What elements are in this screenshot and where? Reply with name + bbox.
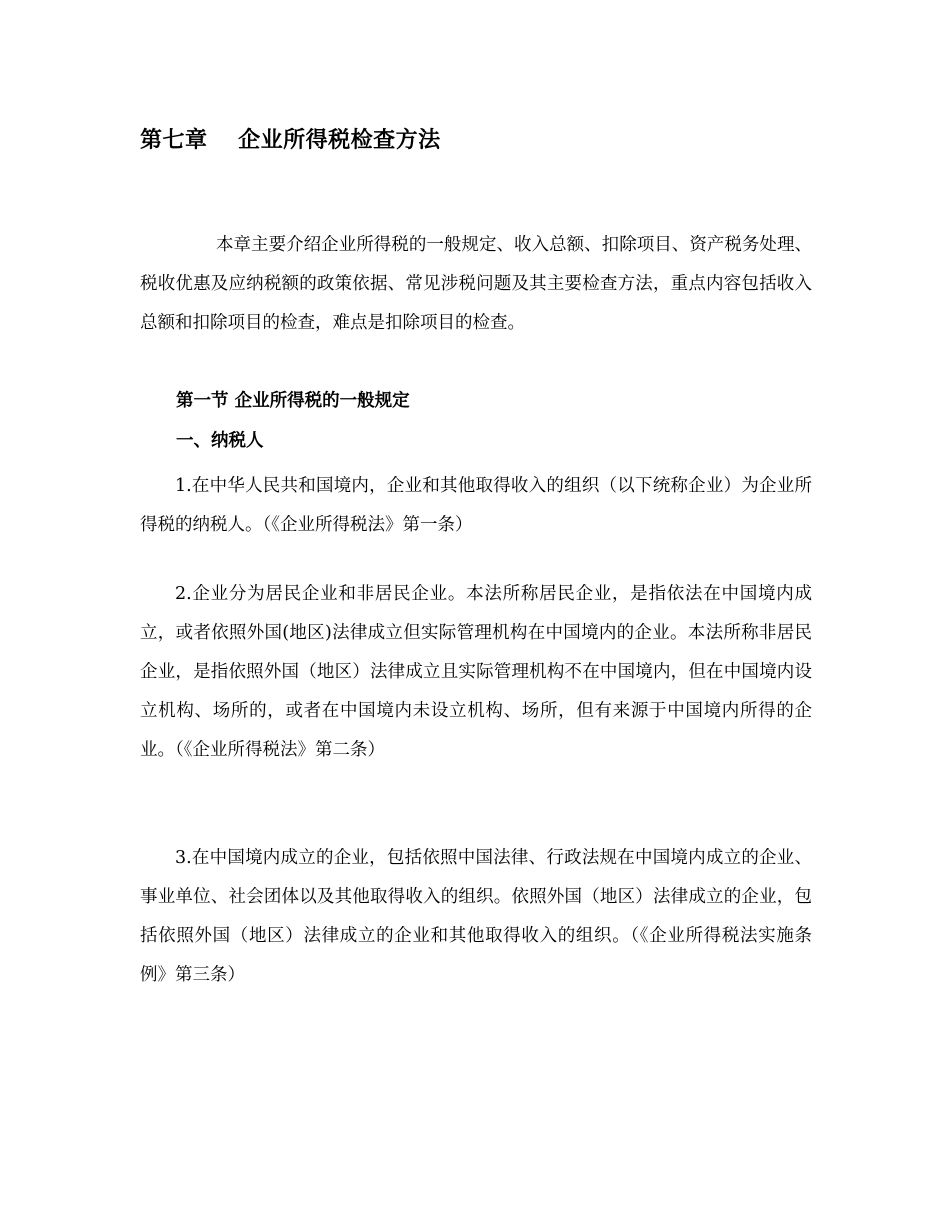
section-title: 第一节 企业所得税的一般规定	[176, 391, 410, 411]
subsection-title: 一、纳税人	[176, 431, 264, 451]
paragraph-item-1: 1.在中华人民共和国境内，企业和其他取得收入的组织（以下统称企业）为企业所得税的纳税人。（《企业所得税法》第一条）	[140, 476, 812, 535]
paragraph-item-2: 2.企业分为居民企业和非居民企业。本法所称居民企业，是指依法在中国境内成立，或者依照外国(地区)法律成立但实际管理机构在中国境内的企业。本法所称非居民企业，是指依照外国（地区）法律成立且实际管理机构不在中国境内，但在中国境内设立机构、场所的，或者在中国境内未设立机构、场所，但有来源于中国境内所得的企业。（《企业所得税法》第二条）	[140, 584, 812, 760]
chapter-intro-paragraph: 本章主要介绍企业所得税的一般规定、收入总额、扣除项目、资产税务处理、税收优惠及应纳税额的政策依据、常见涉税问题及其主要检查方法，重点内容包括收入总额和扣除项目的检查，难点是扣除项目的检查。	[140, 235, 812, 333]
chapter-title: 第七章 企业所得税检查方法	[140, 127, 441, 153]
paragraph-item-3: 3.在中国境内成立的企业，包括依照中国法律、行政法规在中国境内成立的企业、事业单位、社会团体以及其他取得收入的组织。依照外国（地区）法律成立的企业，包括依照外国（地区）法律成立的企业和其他取得收入的组织。（《企业所得税法实施条例》第三条）	[140, 848, 812, 985]
